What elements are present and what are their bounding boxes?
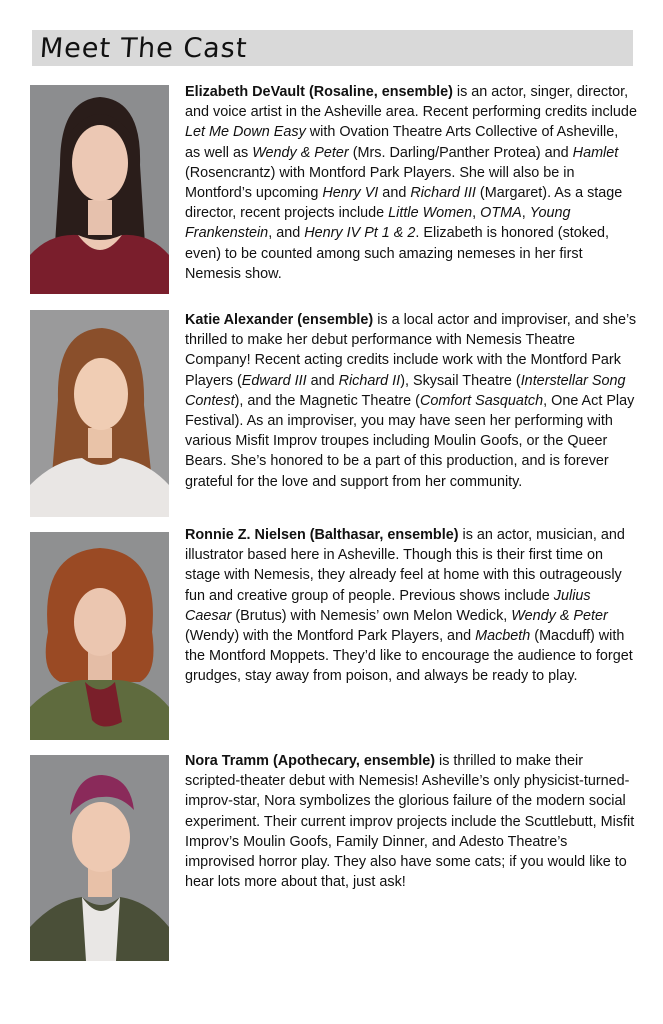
bio-text: ), Skysail Theatre (	[400, 372, 521, 389]
production-title: Little Women	[388, 205, 473, 222]
bio-text: is an actor, singer, director, and voice artist in the Asheville area. Recent performing credits include	[185, 84, 637, 121]
production-title: Wendy & Peter	[252, 144, 349, 161]
production-title: Henry VI	[322, 185, 379, 202]
page-title: Meet The Cast	[38, 33, 249, 64]
bio-text: and	[306, 372, 339, 389]
production-title: Wendy & Peter	[511, 607, 608, 624]
bio-text: (Wendy) with the Montford Park Players, and	[185, 628, 476, 645]
cast-name: Katie Alexander (ensemble)	[185, 312, 374, 328]
production-title: Edward III	[241, 372, 307, 389]
bio-text: (Rosencrantz) with Montford Park Players. She will also be in Montford’s upcoming	[185, 164, 575, 202]
production-title: Henry IV Pt 1 & 2	[304, 225, 416, 242]
bio-text: (Brutus) with Nemesis’ own Melon Wedick,	[231, 607, 512, 624]
cast-photo-nora	[30, 755, 169, 961]
bio-text: and	[378, 185, 411, 202]
cast-bio-elizabeth	[185, 82, 637, 284]
cast-name: Ronnie Z. Nielsen (Balthasar, ensemble)	[185, 527, 459, 543]
bio-text: , One Act Play Festival). As an improviser, you may have seen her performing with various Misfit Improv troupes including Moulin Goofs, or the Queer Bears. She’s honored to be a part of this production, and is forever grateful for the love and support from her community.	[185, 392, 635, 490]
bio-text: (Macduff) with the Montford Moppets. They’d like to encourage the audience to forget grudges, stay away from poison, and always be ready to play.	[185, 628, 633, 685]
bio-text: with Ovation Theatre Arts Collective of Asheville, as well as	[185, 124, 619, 161]
production-title: OTMA	[480, 205, 522, 222]
cast-photo-katie	[30, 310, 169, 517]
bio-text: . Elizabeth is honored (stoked, even) to be counted among such amazing nemeses in her first Nemesis show.	[185, 225, 609, 282]
bio-text: (Mrs. Darling/Panther Protea) and	[348, 144, 573, 161]
production-title: Macbeth	[475, 628, 531, 645]
cast-bio-katie	[185, 310, 637, 492]
cast-bio-nora	[185, 751, 637, 892]
bio-text: ,	[521, 205, 530, 222]
page-header	[32, 30, 633, 66]
production-title: Interstellar Song Contest	[185, 372, 626, 409]
bio-text: ,	[472, 205, 481, 222]
cast-name: Nora Tramm (Apothecary, ensemble)	[185, 753, 436, 769]
bio-text: is thrilled to make their scripted-theater debut with Nemesis! Asheville’s only physicist-turned-improv-star, Nora symbolizes the glorious failure of the modern social experiment. Their current improv projects include the Scuttlebutt, Misfit Improv’s Moulin Goofs, Family Dinner, and Adesto Theatre’s improvised horror play. They also have some cats; if you would like to hear lots more about that, just ask!	[185, 753, 635, 891]
production-title: Young Frankenstein	[185, 205, 571, 242]
production-title: Julius Caesar	[185, 587, 591, 624]
cast-photo-elizabeth	[30, 85, 169, 294]
cast-name: Elizabeth DeVault (Rosaline, ensemble)	[185, 84, 453, 100]
production-title: Richard II	[338, 372, 401, 389]
production-title: Comfort Sasquatch	[419, 392, 544, 409]
bio-text: (Margaret). As a stage director, recent projects include	[185, 185, 623, 222]
production-title: Hamlet	[572, 144, 619, 161]
cast-photo-ronnie	[30, 532, 169, 740]
bio-text: is an actor, musician, and illustrator based here in Asheville. Though this is their first time on stage with Nemesis, they already feel at home with this outrageously fun and creative group of people. Previous shows include	[185, 527, 625, 604]
cast-bio-ronnie	[185, 525, 637, 687]
bio-text: , and	[268, 225, 305, 242]
bio-text: ), and the Magnetic Theatre (	[234, 392, 420, 409]
production-title: Let Me Down Easy	[185, 124, 306, 141]
production-title: Richard III	[410, 185, 476, 202]
bio-text: is a local actor and improviser, and she’s thrilled to make her debut performance with Nemesis Theatre Company! Recent acting credits include work with the Montford Park Players (	[185, 312, 637, 389]
